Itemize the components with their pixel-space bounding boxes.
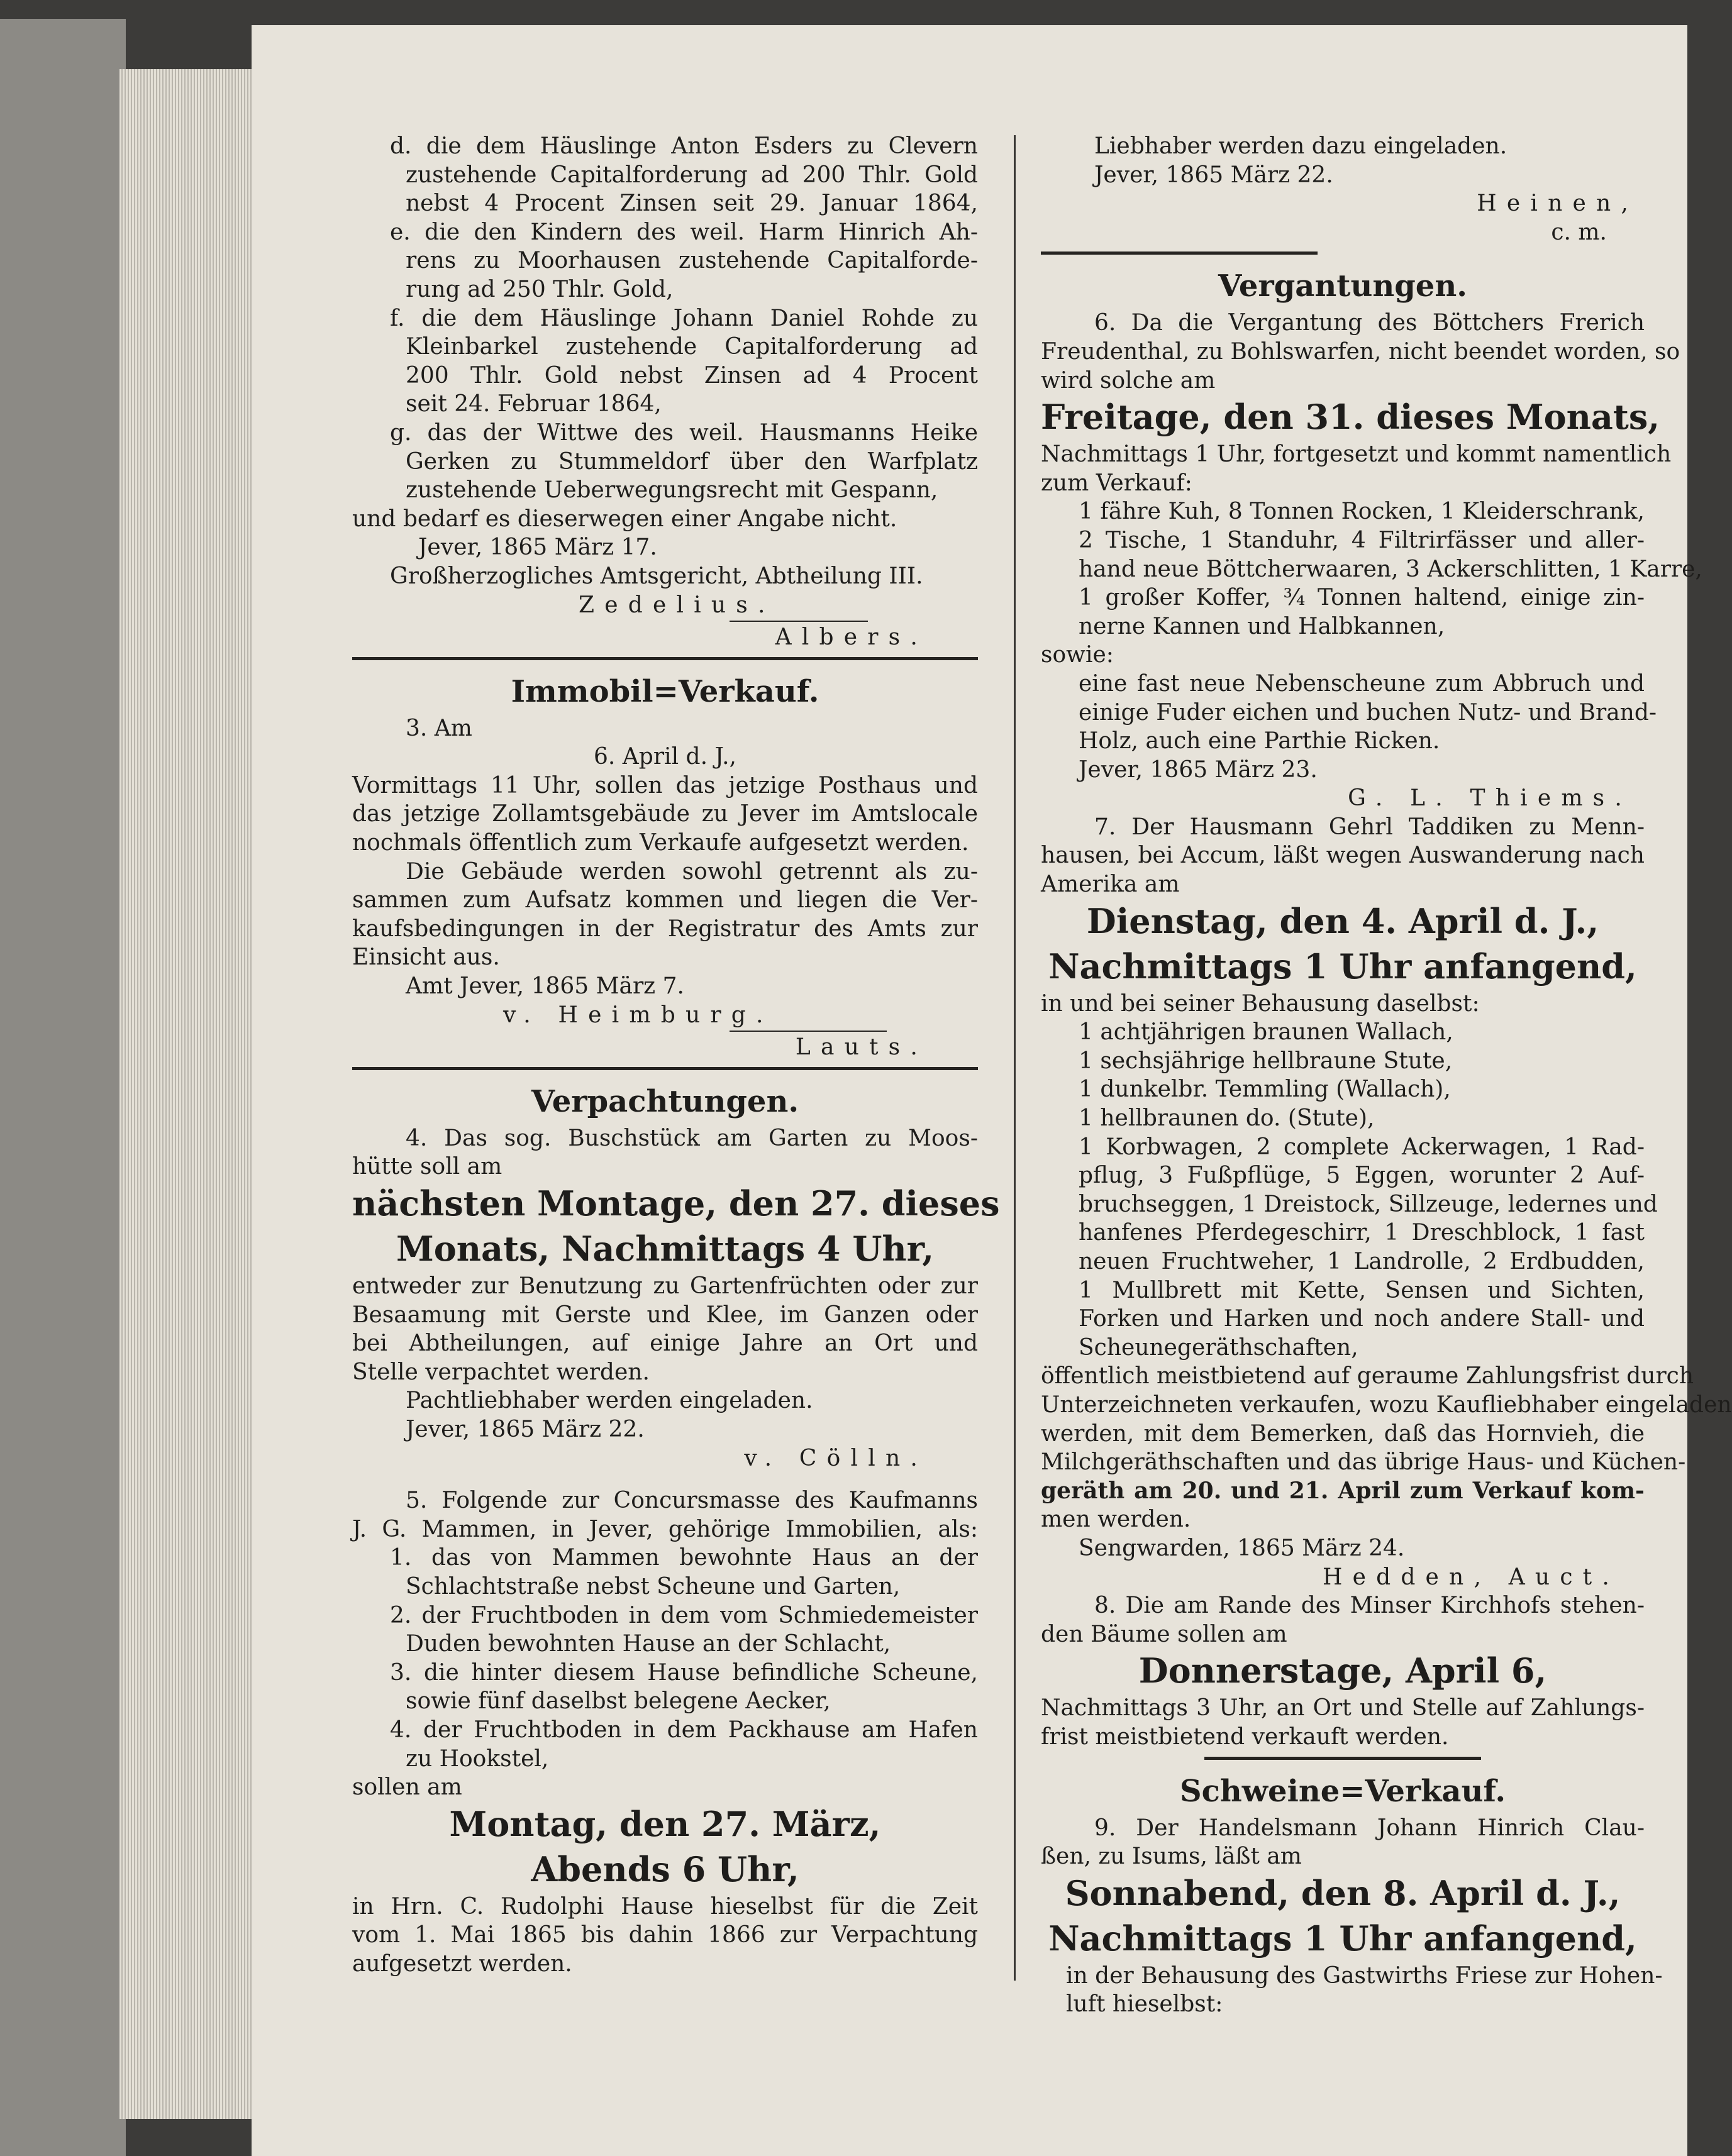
list-item: 1 Korbwagen, 2 complete Ackerwagen, 1 Rad-: [1079, 1134, 1645, 1160]
list-item: Duden bewohnten Hause an der Schlacht,: [406, 1631, 891, 1657]
column-divider: [1014, 135, 1016, 1981]
text-line: sowie:: [1041, 642, 1114, 668]
text-line: hütte soll am: [352, 1154, 502, 1180]
text-line: seit 24. Februar 1864,: [406, 391, 662, 417]
text-line: hand neue Böttcherwaaren, 3 Ackerschlitten, 1 Karre,: [1079, 556, 1702, 582]
list-item: 2. der Fruchtboden in dem vom Schmiedemeister: [390, 1602, 978, 1628]
text-line: zum Verkauf:: [1041, 470, 1192, 496]
list-item: neuen Fruchtweher, 1 Landrolle, 2 Erdbudden,: [1079, 1249, 1645, 1274]
notice-date: 6. April d. J.,: [594, 744, 736, 770]
list-item: pflug, 3 Fußpflüge, 5 Eggen, worunter 2 Auf-: [1079, 1163, 1645, 1189]
text-line: geräth am 20. und 21. April zum Verkauf kom-: [1041, 1477, 1645, 1504]
text-line: kaufsbedingungen in der Registratur des Amts zur: [352, 915, 978, 942]
text-line: und bedarf es dieserwegen einer Angabe nicht.: [352, 506, 897, 532]
text-line: in der Behausung des Gastwirths Friese zur Hohen-: [1066, 1962, 1663, 1989]
text-line: Freudenthal, zu Bohlswarfen, nicht beendet worden, so: [1041, 338, 1680, 365]
right-column: [1041, 132, 1732, 2019]
emphasis-line: Freitage, den 31. dieses Monats,: [1041, 397, 1660, 438]
signature: Zedelius.: [579, 592, 775, 618]
text-line: rens zu Moorhausen zustehende Capitalforde-: [406, 248, 978, 274]
list-item: 1 dunkelbr. Temmling (Wallach),: [1079, 1076, 1451, 1103]
text-line: men werden.: [1041, 1506, 1191, 1533]
text-line: werden, mit dem Bemerken, daß das Hornvieh, die: [1041, 1420, 1645, 1447]
text-line: hausen, bei Accum, läßt wegen Auswanderung nach: [1041, 843, 1645, 869]
date-line: Jever, 1865 März 23.: [1079, 756, 1318, 783]
text-line: Stelle verpachtet werden.: [352, 1359, 650, 1385]
date-line: Jever, 1865 März 17.: [418, 534, 657, 561]
list-item: 1 hellbraunen do. (Stute),: [1079, 1105, 1375, 1132]
text-line: sollen am: [352, 1774, 462, 1801]
text-line: in Hrn. C. Rudolphi Hause hieselbst für die Zeit: [352, 1893, 978, 1920]
section-rule: [352, 1067, 978, 1070]
notice-1-list: [352, 132, 978, 652]
text-line: 8. Die am Rande des Minser Kirchhofs stehen-: [1094, 1593, 1645, 1619]
list-item: Scheunegeräthschaften,: [1079, 1334, 1358, 1361]
list-item: Forken und Harken und noch andere Stall- und: [1079, 1306, 1645, 1332]
list-item: bruchseggen, 1 Dreistock, Sillzeuge, ledernes und: [1079, 1191, 1658, 1217]
text-line: öffentlich meistbietend auf geraume Zahlungsfrist durch: [1041, 1363, 1694, 1390]
left-column: [352, 132, 1000, 1978]
text-line: J. G. Mammen, in Jever, gehörige Immobilien, als:: [352, 1516, 978, 1542]
emphasis-line: Monats, Nachmittags 4 Uhr,: [396, 1229, 934, 1269]
text-line: Amerika am: [1041, 871, 1180, 898]
list-item: zu Hookstel,: [406, 1745, 549, 1772]
section-rule: [1204, 1757, 1481, 1760]
text-line: d. die dem Häuslinge Anton Esders zu Clevern: [390, 133, 978, 159]
text-line: Einsicht aus.: [352, 944, 500, 971]
text-line: 1 fähre Kuh, 8 Tonnen Rocken, 1 Kleiderschrank,: [1079, 499, 1645, 525]
list-item: 3. die hinter diesem Hause befindliche Scheune,: [390, 1659, 978, 1686]
text-line: g. das der Wittwe des weil. Hausmanns Heike: [390, 419, 978, 446]
section-heading-schweine: Schweine=Verkauf.: [1179, 1773, 1506, 1809]
text-line: bei Abtheilungen, auf einige Jahre an Ort und: [352, 1330, 978, 1357]
emphasis-line: Montag, den 27. März,: [449, 1803, 881, 1844]
signature: G. L. Thiems.: [1348, 785, 1632, 812]
list-item: 1 achtjährigen braunen Wallach,: [1079, 1019, 1453, 1046]
text-line: aufgesetzt werden.: [352, 1950, 572, 1977]
signature: c. m.: [1551, 219, 1607, 245]
text-line: entweder zur Benutzung zu Gartenfrüchten oder zur: [352, 1273, 978, 1299]
emphasis-line: Abends 6 Uhr,: [531, 1849, 799, 1889]
section-rule: [352, 657, 978, 660]
emphasis-line: Nachmittags 1 Uhr anfangend,: [1048, 946, 1637, 987]
emphasis-line: Donnerstage, April 6,: [1138, 1650, 1547, 1691]
text-line: Liebhaber werden dazu eingeladen.: [1094, 133, 1507, 159]
text-line: 1 großer Koffer, ¾ Tonnen haltend, einige zin-: [1079, 585, 1645, 611]
emphasis-line: Dienstag, den 4. April d. J.,: [1086, 900, 1599, 941]
signature-rule: [730, 1031, 887, 1032]
signature: Lauts.: [795, 1034, 928, 1061]
text-line: vom 1. Mai 1865 bis dahin 1866 zur Verpachtung: [352, 1922, 978, 1949]
emphasis-line: Sonnabend, den 8. April d. J.,: [1065, 1872, 1621, 1913]
text-line: frist meistbietend verkauft werden.: [1041, 1723, 1449, 1750]
emphasis-line: Nachmittags 1 Uhr anfangend,: [1048, 1918, 1637, 1959]
list-item: 1. das von Mammen bewohnte Haus an der: [390, 1545, 978, 1571]
signature: v. Heimburg.: [503, 1002, 774, 1028]
text-line: eine fast neue Nebenscheune zum Abbruch und: [1079, 670, 1645, 697]
text-line: Besaamung mit Gerste und Klee, im Ganzen oder: [352, 1302, 978, 1328]
list-item: hanfenes Pferdegeschirr, 1 Dreschblock, 1 fast: [1079, 1220, 1645, 1246]
text-line: 200 Thlr. Gold nebst Zinsen ad 4 Procent: [406, 362, 978, 389]
text-line: Die Gebäude werden sowohl getrennt als zu-: [406, 858, 978, 885]
text-line: Holz, auch eine Parthie Ricken.: [1079, 728, 1440, 755]
page-edges: [119, 69, 255, 2119]
text-line: e. die den Kindern des weil. Harm Hinrich Ah-: [390, 219, 978, 245]
text-line: Pachtliebhaber werden eingeladen.: [406, 1388, 813, 1414]
signature-rule: [730, 621, 868, 622]
text-line: Nachmittags 3 Uhr, an Ort und Stelle auf Zahlungs-: [1041, 1695, 1645, 1722]
text-line: luft hieselbst:: [1066, 1991, 1223, 2018]
book-cover-edge: [0, 19, 126, 2156]
text-line: Nachmittags 1 Uhr, fortgesetzt und kommt namentlich: [1041, 441, 1672, 468]
text-line: in und bei seiner Behausung daselbst:: [1041, 990, 1480, 1017]
signature: Hedden, Auct.: [1322, 1564, 1619, 1590]
date-line: Jever, 1865 März 22.: [1094, 162, 1333, 188]
text-line: zustehende Ueberwegungsrecht mit Gespann,: [406, 477, 938, 504]
text-line: Kleinbarkel zustehende Capitalforderung ad: [406, 334, 978, 360]
section-heading-immobil: Immobil=Verkauf.: [511, 673, 819, 709]
text-line: 4. Das sog. Buschstück am Garten zu Moos-: [406, 1125, 978, 1151]
signature: v. Cölln.: [744, 1445, 928, 1471]
text-line: 6. Da die Vergantung des Böttchers Frerich: [1094, 310, 1645, 336]
list-item: 1 Mullbrett mit Kette, Sensen und Sichten,: [1079, 1277, 1645, 1303]
text-line: nebst 4 Procent Zinsen seit 29. Januar 1864,: [406, 191, 978, 217]
text-line: Gerken zu Stummeldorf über den Warfplatz: [406, 448, 978, 475]
signature: Albers.: [775, 624, 928, 651]
notice-number: 3. Am: [406, 715, 472, 741]
emphasis-line: nächsten Montage, den 27. dieses: [352, 1183, 1000, 1224]
text-line: ßen, zu Isums, läßt am: [1041, 1844, 1302, 1870]
text-line: wird solche am: [1041, 367, 1216, 394]
text-line: 5. Folgende zur Concursmasse des Kaufmanns: [406, 1488, 978, 1514]
text-line: Vormittags 11 Uhr, sollen das jetzige Posthaus und: [352, 772, 978, 799]
text-line: einige Fuder eichen und buchen Nutz- und Brand-: [1079, 699, 1657, 726]
text-line: 2 Tische, 1 Standuhr, 4 Filtrirfässer und aller-: [1079, 527, 1645, 553]
text-line: das jetzige Zollamtsgebäude zu Jever im Amtslocale: [352, 801, 978, 827]
date-line: Sengwarden, 1865 März 24.: [1079, 1535, 1405, 1561]
text-line: nerne Kannen und Halbkannen,: [1079, 613, 1445, 639]
text-line: rung ad 250 Thlr. Gold,: [406, 276, 674, 302]
text-line: den Bäume sollen am: [1041, 1621, 1287, 1647]
list-item: sowie fünf daselbst belegene Aecker,: [406, 1688, 831, 1715]
text-line: zustehende Capitalforderung ad 200 Thlr. Gold: [406, 162, 978, 188]
text-line: sammen zum Aufsatz kommen und liegen die Ver-: [352, 887, 978, 914]
list-item: 1 sechsjährige hellbraune Stute,: [1079, 1048, 1453, 1074]
section-rule: [1041, 252, 1318, 255]
section-heading-verpacht: Verpachtungen.: [531, 1083, 799, 1119]
section-heading-vergant: Vergantungen.: [1218, 268, 1467, 304]
signature: Heinen,: [1477, 191, 1638, 217]
date-line: Amt Jever, 1865 März 7.: [406, 973, 684, 1000]
text-line: 7. Der Hausmann Gehrl Taddiken zu Menn-: [1094, 814, 1645, 840]
list-item: 4. der Fruchtboden in dem Packhause am Hafen: [390, 1717, 978, 1743]
text-line: f. die dem Häuslinge Johann Daniel Rohde zu: [390, 305, 978, 331]
text-line: nochmals öffentlich zum Verkaufe aufgesetzt werden.: [352, 830, 969, 856]
text-line: Unterzeichneten verkaufen, wozu Kaufliebhaber eingeladen: [1041, 1391, 1732, 1418]
list-item: Schlachtstraße nebst Scheune und Garten,: [406, 1573, 901, 1600]
text-line: 9. Der Handelsmann Johann Hinrich Clau-: [1094, 1815, 1645, 1841]
date-line: Jever, 1865 März 22.: [406, 1416, 645, 1442]
text-line: Milchgeräthschaften und das übrige Haus- und Küchen-: [1041, 1449, 1686, 1476]
authority-line: Großherzogliches Amtsgericht, Abtheilung III.: [390, 563, 923, 589]
